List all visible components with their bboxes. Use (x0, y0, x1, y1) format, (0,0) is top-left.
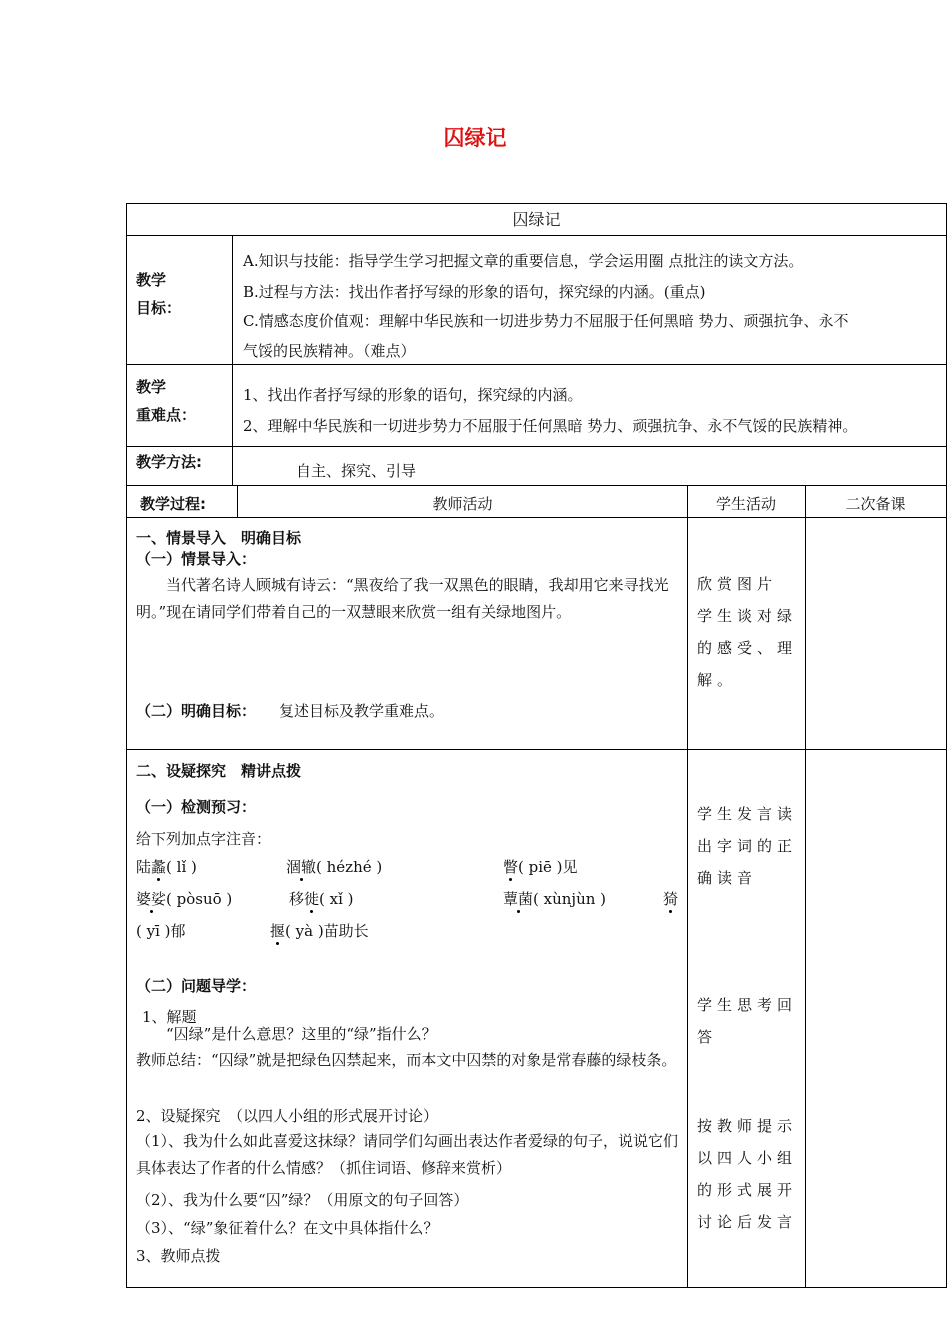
keypoints-label-1: 教学 (136, 378, 167, 396)
word-item: 揠( yà )苗助长 (270, 922, 369, 940)
word-item: 婆娑( pòsuō ) (136, 890, 233, 908)
word-item: 陆蠡( lǐ ) (136, 858, 197, 876)
section1-student-activity: 欣赏图片 学生谈对绿的感受、理解。 (697, 575, 798, 689)
section2-student-activity-2: 学生思考回答 (697, 996, 798, 1046)
pinyin-instruction: 给下列加点字注音： (136, 830, 272, 848)
keypoint-1: 1、找出作者抒写绿的形象的语句，探究绿的内涵。 (243, 386, 583, 404)
section2-heading: 二、设疑探究 精讲点拨 (136, 762, 302, 780)
q2-item-1: （1）、我为什么如此喜爱这抹绿？请同学们勾画出表达作者爱绿的句子，说说它们具体表达了作者的什么情感？（抓住词语、修辞来赏析） (136, 1132, 679, 1177)
objectives-label-1: 教学 (136, 271, 167, 289)
section2-student-activity-1: 学生发言读出字词的正确读音 (697, 805, 798, 887)
word-item: 移徙( xǐ ) (289, 890, 354, 908)
section1-sub2-text: 复述目标及教学重难点。 (279, 702, 445, 720)
table-title: 囚绿记 (512, 210, 561, 229)
word-item: 瞥( piē )见 (503, 858, 578, 876)
objective-a: A.知识与技能：指导学生学习把握文章的重要信息，学会运用圈 点批注的读文方法。 (243, 252, 804, 270)
q2-item-3: （3）、“绿”象征着什么？在文中具体指什么？ (136, 1219, 439, 1237)
q2-title: 2、设疑探究 （以四人小组的形式展开讨论） (136, 1107, 439, 1125)
section1-heading: 一、情景导入 明确目标 (136, 529, 302, 547)
section2-sub2: （二）问题导学： (136, 977, 257, 995)
word-item: 蕈菌( xùnjùn ) (503, 890, 607, 908)
objective-c-line1: C.情感态度价值观：理解中华民族和一切进步势力不屈服于任何黑暗 势力、顽强抗争、永不 (243, 312, 849, 330)
q3-title: 3、教师点拨 (136, 1247, 221, 1265)
section2-student-activity-3: 按教师提示以四人小组的形式展开讨论后发言 (697, 1117, 798, 1231)
col-process: 教学过程: (140, 495, 206, 513)
word-item: ( yī )郁 (136, 922, 186, 940)
method-label: 教学方法: (136, 453, 202, 471)
q1-question: “囚绿”是什么意思？这里的“绿”指什么？ (166, 1025, 437, 1043)
method-value: 自主、探究、引导 (296, 462, 417, 480)
q1-title: 1、解题 (142, 1008, 197, 1026)
page-title: 囚绿记 (443, 126, 507, 150)
objectives-label-2: 目标： (136, 299, 182, 317)
section1-sub1: （一）情景导入： (136, 550, 257, 568)
objective-b: B.过程与方法：找出作者抒写绿的形象的语句，探究绿的内涵。(重点) (243, 283, 706, 301)
word-item: 涸辙( hézhé ) (286, 858, 383, 876)
q2-item-2: （2）、我为什么要“囚”绿？（用原文的句子回答） (136, 1191, 469, 1209)
q1-summary: 教师总结：“囚绿”就是把绿色囚禁起来，而本文中囚禁的对象是常春藤的绿枝条。 (136, 1051, 677, 1069)
section1-paragraph: 当代著名诗人顾城有诗云：“黑夜给了我一双黑色的眼睛，我却用它来寻找光明。”现在请同学们带着自己的一双慧眼来欣赏一组有关绿地图片。 (136, 576, 669, 621)
col-notes: 二次备课 (845, 495, 906, 513)
col-teacher: 教师活动 (432, 495, 493, 513)
keypoint-2: 2、理解中华民族和一切进步势力不屈服于任何黑暗 势力、顽强抗争、永不气馁的民族精神。 (243, 417, 858, 435)
keypoints-label-2: 重难点： (136, 406, 197, 424)
section2-sub1: （一）检测预习： (136, 798, 257, 816)
col-student: 学生活动 (715, 495, 776, 513)
word-item: 猗 (663, 890, 679, 908)
objective-c-line2: 气馁的民族精神。（难点） (243, 342, 416, 360)
section1-sub2: （二）明确目标： (136, 702, 257, 720)
